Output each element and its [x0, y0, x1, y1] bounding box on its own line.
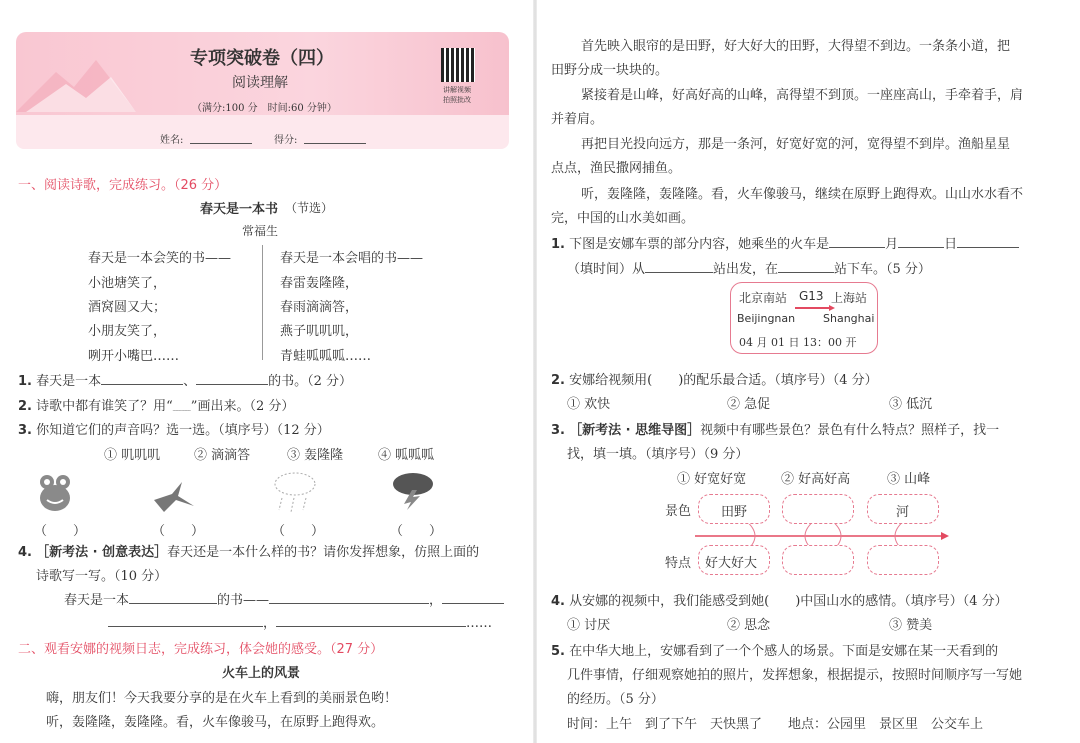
q3-answer-blank[interactable]: （ ） [272, 524, 325, 539]
question-2: 2. 诗歌中都有谁笑了？用“﹏﹏”画出来。（2 分） [18, 399, 295, 414]
map-feature-label: 特点 [665, 556, 692, 571]
qr-code-icon[interactable] [441, 48, 475, 82]
poem-line: 小池塘笑了， [88, 276, 167, 291]
answer-blank[interactable] [829, 235, 885, 248]
score-field[interactable] [304, 131, 366, 144]
answer-blank[interactable] [129, 591, 217, 604]
train-ticket [730, 282, 878, 354]
q3-option: ② 滴滴答 [194, 448, 251, 463]
story-paragraph: 田野分成一块块的。 [551, 63, 669, 78]
story-paragraph: 听，轰隆隆，轰隆隆。看，火车像骏马，在原野上跑得欢。 [46, 715, 385, 730]
q4-writing-line2: ， …… [108, 612, 492, 631]
ticket-from-cn: 北京南站 [739, 291, 788, 305]
ticket-to-cn: 上海站 [831, 291, 868, 305]
poem-line: 咧开小嘴巴…… [88, 349, 180, 364]
poem-line: 春天是一本会唱的书—— [280, 251, 424, 266]
r-question-2: 2. 安娜给视频用( )的配乐最合适。（填序号）（4 分） [551, 373, 878, 388]
r-q3-text-line2: 找，填一填。（填序号）（9 分） [567, 447, 749, 462]
score-label: 得分: [274, 135, 298, 146]
r-question-1: 1. 下图是安娜车票的部分内容，她乘坐的火车是 月 日 [551, 233, 1019, 252]
r-q2-option: ② 急促 [727, 397, 771, 412]
map-feature-text: 好大好大 [705, 556, 758, 571]
r-question-3: 3. ［新考法 · 思维导图］视频中有哪些景色？景色有什么特点？照样子，找一 [551, 423, 1000, 438]
answer-blank[interactable] [196, 372, 268, 385]
answer-blank[interactable] [442, 591, 504, 604]
answer-blank[interactable] [108, 614, 263, 627]
thunder-cloud-icon [390, 470, 436, 510]
section2-heading: 二、观看安娜的视频日志，完成练习，体会她的感受。（27 分） [18, 642, 384, 657]
poem-line: 青蛙呱呱呱…… [280, 349, 372, 364]
r-question-1-cont: （填时间）从 站出发，在 站下车。（5 分） [567, 262, 931, 277]
map-feature-box-1[interactable] [698, 545, 770, 575]
page-title: 专项突破卷（四） [190, 48, 334, 69]
wavy-line-mark: ﹏﹏ [172, 403, 191, 413]
map-scene-box-3[interactable] [867, 494, 939, 524]
q3-tag: ［新考法 · 思维导图］ [569, 423, 701, 438]
r-q3-option: ③ 山峰 [887, 472, 931, 487]
r-question-4: 4. 从安娜的视频中，我们能感受到她( )中国山水的感情。（填序号）（4 分） [551, 594, 1008, 609]
q3-answer-blank[interactable]: （ ） [152, 524, 205, 539]
story-title: 火车上的风景 [222, 666, 301, 681]
name-field[interactable] [190, 131, 252, 144]
answer-blank[interactable] [957, 235, 1019, 248]
poem-divider [262, 245, 263, 360]
r-q2-option: ③ 低沉 [889, 397, 933, 412]
name-label: 姓名: [160, 135, 184, 146]
poem-note: （节选） [285, 201, 334, 215]
poem-title: 春天是一本书 [200, 202, 279, 217]
r-q3-option: ② 好高好高 [781, 472, 851, 487]
r-q3-option: ① 好宽好宽 [677, 472, 747, 487]
r-question-5: 5. 在中华大地上，安娜看到了一个个感人的场景。下面是安娜在某一天看到的 [551, 644, 999, 659]
qr-label-video: 讲解视频 [443, 86, 471, 94]
ticket-train-number: G13 [799, 289, 824, 303]
r-q5-hint: 时间：上午 到了下午 天快黑了 地点：公园里 景区里 公交车上 [567, 717, 984, 732]
q3-answer-blank[interactable]: （ ） [390, 524, 443, 539]
story-paragraph: 听，轰隆隆，轰隆隆。看，火车像骏马，继续在原野上跑得欢。山山水水看不 [581, 187, 1024, 202]
story-paragraph: 紧接着是山峰，好高好高的山峰，高得望不到顶。一座座高山，手牵着手，肩 [581, 88, 1024, 103]
poem-author: 常福生 [242, 224, 279, 238]
answer-blank[interactable] [101, 372, 183, 385]
map-scene-box-2[interactable] [782, 494, 854, 524]
header-info-bar [16, 115, 509, 149]
map-scene-label: 景色 [665, 504, 692, 519]
q3-option: ④ 呱呱呱 [378, 448, 435, 463]
answer-blank[interactable] [276, 614, 466, 627]
answer-blank[interactable] [898, 235, 944, 248]
question-4: 4. ［新考法 · 创意表达］春天还是一本什么样的书？请你发挥想象，仿照上面的 [18, 545, 480, 560]
left-page [0, 0, 535, 743]
question-1: 1. 春天是一本 、 的书。（2 分） [18, 374, 353, 389]
story-paragraph: 首先映入眼帘的是田野，好大好大的田野，大得望不到边。一条条小道，把 [581, 39, 1011, 54]
poem-line: 酒窝圆又大； [88, 300, 167, 315]
score-time-info: （满分:100 分 时间:60 分钟） [192, 103, 337, 114]
map-scene-text: 河 [896, 505, 910, 520]
story-paragraph: 嗨，朋友们！今天我要分享的是在火车上看到的美丽景色哟！ [46, 691, 398, 706]
qr-label-grade: 拍照批改 [443, 96, 471, 104]
r-q5-text-line3: 的经历。（5 分） [567, 692, 664, 707]
page-subtitle: 阅读理解 [232, 75, 288, 91]
ticket-to-en: Shanghai [823, 312, 875, 325]
q4-tag: ［新考法 · 创意表达］ [36, 545, 168, 560]
rain-cloud-icon [270, 468, 320, 514]
mountain-illustration [16, 32, 136, 115]
poem-line: 小朋友笑了， [88, 324, 167, 339]
story-paragraph: 点点，渔民撒网捕鱼。 [551, 161, 682, 176]
story-paragraph: 完，中国的山水美如画。 [551, 211, 695, 226]
r-q4-option: ① 讨厌 [567, 618, 611, 633]
r-q4-option: ② 思念 [727, 618, 771, 633]
r-q4-option: ③ 赞美 [889, 618, 933, 633]
section1-heading: 一、阅读诗歌，完成练习。（26 分） [18, 178, 228, 193]
r-q5-text-line2: 几件事情，仔细观察她拍的照片，发挥想象，根据提示，按照时间顺序写一写她 [567, 668, 1023, 683]
r-q2-option: ① 欢快 [567, 397, 611, 412]
right-page [537, 0, 1080, 743]
ticket-from-en: Beijingnan [737, 312, 796, 325]
answer-blank[interactable] [778, 260, 834, 273]
poem-line: 春天是一本会笑的书—— [88, 251, 232, 266]
q3-answer-blank[interactable]: （ ） [34, 524, 87, 539]
frog-icon [36, 470, 74, 514]
ticket-time: 04 月 01 日 13：00 开 [739, 336, 857, 349]
q4-writing-line1: 春天是一本 的书—— ， [64, 589, 504, 608]
q3-option: ③ 轰隆隆 [287, 448, 344, 463]
map-feature-box-3[interactable] [867, 545, 939, 575]
question-3: 3. 你知道它们的声音吗？选一选。（填序号）（12 分） [18, 423, 330, 438]
poem-line: 燕子叽叽叽， [280, 324, 359, 339]
answer-blank[interactable] [645, 260, 713, 273]
map-scene-text: 田野 [721, 505, 748, 520]
poem-line: 春雷轰隆隆， [280, 276, 359, 291]
map-scene-box-1[interactable] [698, 494, 770, 524]
answer-blank[interactable] [269, 591, 429, 604]
story-paragraph: 并着肩。 [551, 112, 604, 127]
poem-line: 春雨滴滴答， [280, 300, 359, 315]
story-paragraph: 再把目光投向远方，那是一条河，好宽好宽的河，宽得望不到岸。渔船星星 [581, 137, 1011, 152]
q4-text-line2: 诗歌写一写。（10 分） [36, 569, 168, 584]
map-feature-box-2[interactable] [782, 545, 854, 575]
swallow-icon [152, 478, 196, 514]
q3-option: ① 叽叽叽 [104, 448, 161, 463]
arrow-icon [795, 304, 835, 312]
